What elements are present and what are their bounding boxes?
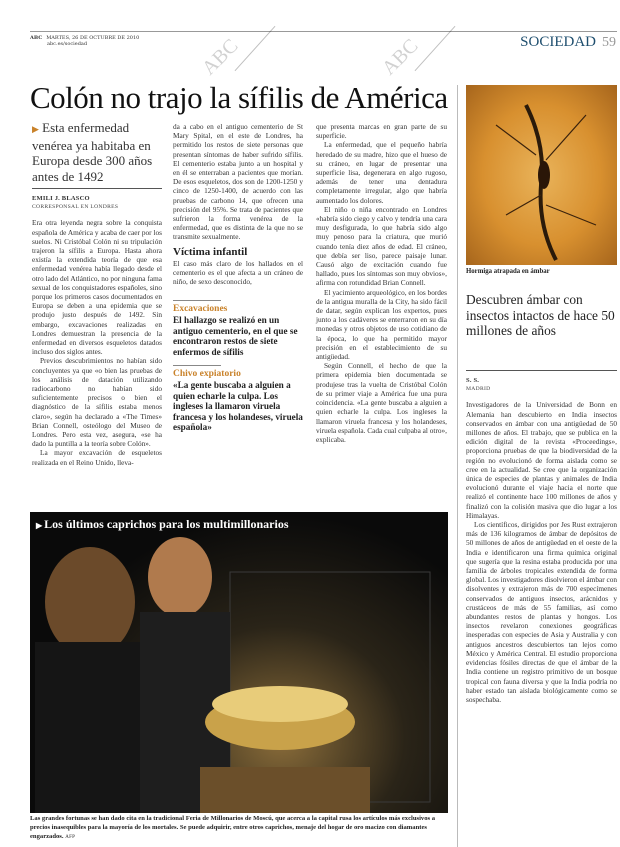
pull-quote-text: El hallazgo se realizó en un antiguo cementerio, en el que se encontraron restos de siete enfermos de sífilis	[173, 315, 298, 357]
pull-quote-2	[173, 365, 303, 433]
paragraph: Previos descubrimientos no habían sido concluyentes ya que «o bien las pruebas de los análisis de datación utilizando radiocarbono no habían sido suficientemente precisos o bien el diagnóstico de la sífilis estaba menos claro», según ha declarado a «The Times» Brian Connell, osteólogo del Museo de Londres. Pero esta vez, asegura, «se ha dado la puntilla a la teoría sobre Colón».	[32, 356, 162, 449]
paragraph: Según Connell, el hecho de que la primera epidemia bien documentada se produjese tras la vuelta de Cristóbal Colón de su primer viaje a América fue una pura coincidencia. «La gente buscaba a alguien a quien echarle la culpa. Los ingleses la llamaron viruela francesa y los holandeses, viruela española. Cada cual culpaba al otro», explicaba.	[316, 361, 447, 444]
divider	[173, 300, 221, 301]
amber-photo	[466, 85, 617, 265]
pull-quote-text: «La gente buscaba a alguien a quien echarle la culpa. Los ingleses la llamaron viruela francesa y los holandeses, viruela española»	[173, 380, 303, 433]
photo-title: ▶ Los últimos caprichos para los multimillonarios	[36, 517, 289, 531]
paragraph: El caso más claro de los hallados en el cementerio es el que afecta a un cráneo de niño, de sexo desconocido,	[173, 258, 303, 287]
ant-in-amber-illustration	[466, 85, 617, 265]
paragraph: La enfermedad, que el pequeño habría heredado de su madre, hizo que el hueso de su cráneo, en lugar de presentar una superficie lisa, degenerara en algo rugoso, además de tener una dentadura completamente irregular, algo que habría aumentado los dolores.	[316, 140, 447, 205]
column-divider	[457, 85, 458, 847]
triangle-bullet-icon: ▶	[36, 521, 45, 530]
page-title: Colón no trajo la sífilis de América	[30, 80, 448, 115]
author-role: CORRESPONSAL EN LONDRES	[32, 204, 119, 211]
watermark-line	[415, 26, 456, 71]
paragraph: Investigadores de la Universidad de Bonn en Alemania han descubierto en India insectos conservados en ámbar con una antigüedad de 50 millones de años. El trabajo, que se publica en la edición digital de la revista «Proceedings», proporciona pruebas de que la biodiversidad de la región no evolucionó de forma aislada como se cree en la actualidad. Se cree que la organización única de especies de plantas y animales de India evolucionó durante el viaje hacia el norte que realizó el continente hace 100 millones de años y finalizó con la colisión masiva que dio lugar a los Himalayas.	[466, 400, 617, 520]
page-number: 59	[602, 35, 616, 50]
section-label: SOCIEDAD 59	[520, 34, 616, 50]
photo-caption: Las grandes fortunas se han dado cita en la tradicional Feria de Millonarios de Moscú, que acerca a la capital rusa los artículos más exclusivos a precios inasequibles para la mayoría de los mortales. Se puede adquirir, entre otros caprichos, menaje del hogar de oro macizo con diamantes engarzados. AFP	[30, 815, 436, 840]
brand: ABC	[30, 35, 43, 41]
watermark-line	[235, 26, 276, 71]
paragraph: El yacimiento arqueológico, en los bordes de la antigua muralla de la City, ha sido fácil de datar, según explican los expertos, pues junto a los cadáveres se enterraron en su día monedas y otros objetos de uso cotidiano de la época, lo que ha permitido mayor precisión en el establecimiento de su antigüedad.	[316, 287, 447, 362]
side-article	[466, 370, 617, 704]
paragraph: El niño o niña encontrado en Londres «habría sido ciego y calvo y tendría una cara muy desfigurada, lo que habría sido algo muy penoso para la criatura, que murió cuando tenía diez años de edad. El cráneo, que debía ser liso, parece paisaje lunar. Causó algo de excitación cuando fue hallado, pues los síntomas son muy obvios», afirma con rotundidad Brian Connell.	[316, 204, 447, 288]
photo-illustration	[30, 512, 448, 813]
pull-quote-title: Chivo expiatorio	[173, 369, 241, 380]
divider	[466, 370, 617, 371]
watermark: ABC	[377, 34, 423, 80]
divider	[173, 365, 221, 366]
divider	[32, 188, 162, 189]
pull-quote-title: Excavaciones	[173, 304, 228, 315]
paragraph: Los científicos, dirigidos por Jes Rust extrajeron más de 136 kilogramos de ámbar de depósitos de 50 millones de años de antigüedad en el oeste de la India e identificaron una firma química original que sugería que la resina estaba producida por una familia de árboles tropicales extendida de forma global. Los investigadores disolvieron el ámbar con disolventes y extrajeron más de 700 especímenes conservados de antiguos insectos, arácnidos y crustáceos de más de 55 familias, así como abundantes restos de plantas y hongos. Los insectos revelaron conexiones geográficas inesperadas con especies de Asia y Australia y con antiguos ancestros descubiertos tan lejos como México y América Central. El estudio proporciona evidencias fósiles directas de que el ámbar de la India contiene un registro primitivo de un bosque tropical con fauna diversa y que la India podría no haber estado tan aislada biológicamente como se sospechaba.	[466, 520, 617, 704]
watermark: ABC	[197, 34, 243, 80]
paragraph: La mayor excavación de esqueletos realizada en el Reino Unido, lleva-	[32, 448, 162, 467]
paragraph: da a cabo en el antiguo cementerio de St Mary Spital, en el este de Londres, ha permitido los restos de siete personas que presentan síntomas de haber sufrido sífilis. El cementerio estaba junto a un hospital y en él se enterraban a pacientes que morían. De esos esqueletos, dos son de 1200-1250 y cinco de 1250-1400, de acuerdo con las pruebas de carbono 14, que ofrecen una precisión del 95%. Se trata de pacientes que sufrieron la forma venérea de la enfermedad, que es distinta de la que no se transmite sexualmente.	[173, 122, 303, 242]
header-rule	[30, 31, 617, 32]
page-header-info	[30, 35, 139, 47]
article-column-1	[32, 188, 162, 467]
photo-credit: AFP	[65, 834, 76, 840]
news-photo	[30, 512, 448, 813]
paragraph: Era otra leyenda negra sobre la conquista española de América y acaba de caer por los suelos. Ni Cristóbal Colón ni su tripulación trajeron la sífilis a Europa. Hasta ahora existía la extendida teoría de que esa enfermedad venérea había llegado desde el otro lado del Atlántico, no por ninguna fama sexual de los conquistadores españoles, sino porque los primeros casos documentados en Europa se deben a una epidemia que se produjo justo después de 1492. Sin embargo, excavaciones realizadas en Londres demuestran la presencia de la enfermedad en diversos esqueletos datados incluso dos siglos antes.	[32, 218, 162, 357]
triangle-bullet-icon: ▶	[32, 124, 39, 134]
paragraph: que presenta marcas en gran parte de su superficie.	[316, 122, 447, 141]
author-name: EMILI J. BLASCO	[32, 195, 90, 202]
subheading: Víctima infantil	[173, 245, 248, 258]
article-lead: ▶ Esta enfermedad venérea ya habitaba en Europa desde 300 años antes de 1492	[32, 120, 153, 184]
pull-quote-1	[173, 300, 303, 357]
article-column-2	[173, 122, 303, 433]
side-headline: Descubren ámbar con insectos intactos de hace 50 millones de años	[466, 292, 615, 338]
article-column-3	[316, 122, 447, 444]
issue-date: MARTES, 26 DE OCTUBRE DE 2010	[46, 35, 140, 41]
image-caption: Hormiga atrapada en ámbar	[466, 268, 550, 275]
author-name: S. S.	[466, 377, 480, 384]
author-place: MADRID	[466, 386, 491, 393]
section-url[interactable]: abc.es/sociedad	[47, 41, 88, 47]
